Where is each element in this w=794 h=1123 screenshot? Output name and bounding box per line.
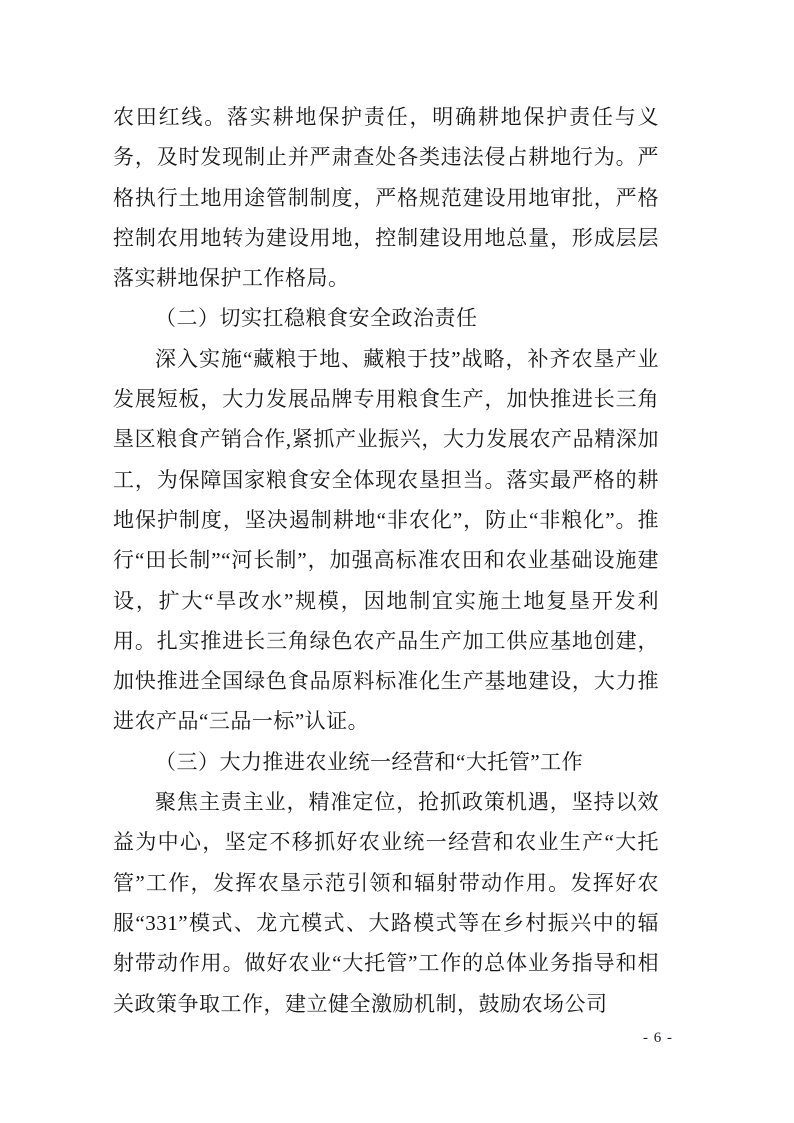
document-body <box>113 97 659 1024</box>
body-paragraph: 深入实施“藏粮于地、藏粮于技”战略，补齐农垦产业发展短板，大力发展品牌专用粮食生产，加快推进长三角垦区粮食产销合作,紧抓产业振兴，大力发展农产品精深加工，为保障国家粮食安全体现农垦担当。落实最严格的耕地保护制度，坚决遏制耕地“非农化”，防止“非粮化”。推行“田长制”“河长制”，加强高标准农田和农业基础设施建设，扩大“旱改水”规模，因地制宜实施土地复垦开发利用。扎实推进长三角绿色农产品生产加工供应基地创建，加快推进全国绿色食品原料标准化生产基地建设，大力推进农产品“三品一标”认证。 <box>113 346 659 734</box>
body-paragraph: 聚焦主责主业，精准定位，抢抓政策机遇，坚持以效益为中心，坚定不移抓好农业统一经营和农业生产“大托管”工作，发挥农垦示范引领和辐射带动作用。发挥好农服“331”模式、龙亢模式、大路模式等在乡村振兴中的辐射带动作用。做好农业“大托管”工作的总体业务指导和相关政策争取工作，建立健全激励机制，鼓励农场公司 <box>113 790 659 1016</box>
body-paragraph-continuation: 农田红线。落实耕地保护责任，明确耕地保护责任与义务，及时发现制止并严肃查处各类违法侵占耕地行为。严格执行土地用途管制制度，严格规范建设用地审批，严格控制农用地转为建设用地，控制建设用地总量，形成层层落实耕地保护工作格局。 <box>113 105 659 291</box>
page-number: - 6 - <box>643 1030 673 1046</box>
section-heading-2: （二）切实扛稳粮食安全政治责任 <box>155 306 478 331</box>
section-heading-3: （三）大力推进农业统一经营和“大托管”工作 <box>155 749 584 774</box>
